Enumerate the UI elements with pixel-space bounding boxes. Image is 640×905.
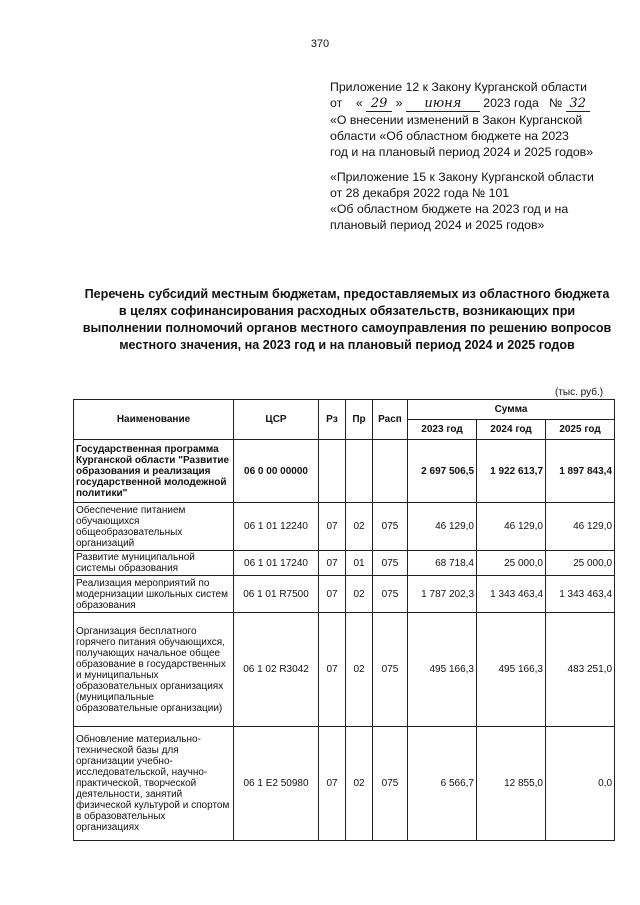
appendix-original-line3: «Об областном бюджете на 2023 год и на — [330, 202, 569, 216]
row-rasp: 075 — [373, 503, 408, 551]
row-2023: 46 129,0 — [408, 503, 477, 551]
row-rz: 07 — [319, 551, 346, 576]
table-row — [74, 727, 615, 841]
row-name: Государственная программа Курганской области "Развитие образования и реализация государственной молодежной политики" — [74, 440, 234, 503]
row-rz: 07 — [319, 727, 346, 841]
row-rasp: 075 — [373, 613, 408, 727]
appendix-original-block — [330, 169, 620, 233]
row-csr: 06 1 01 17240 — [234, 551, 319, 576]
row-rasp: 075 — [373, 551, 408, 576]
row-name: Обеспечение питанием обучающихся общеобразовательных организаций — [74, 503, 234, 551]
row-csr: 06 1 01 12240 — [234, 503, 319, 551]
day-quote-open: « — [355, 96, 363, 110]
row-2025: 483 251,0 — [546, 613, 615, 727]
appendix-amendment-line4: области «Об областном бюджете на 2023 — [330, 129, 569, 143]
row-2025: 1 343 463,4 — [546, 576, 615, 613]
row-rasp: 075 — [373, 727, 408, 841]
handwritten-number: 32 — [566, 97, 590, 112]
row-2025: 25 000,0 — [546, 551, 615, 576]
row-name: Развитие муниципальной системы образования — [74, 551, 234, 576]
row-2023: 1 787 202,3 — [408, 576, 477, 613]
row-2024: 12 855,0 — [477, 727, 546, 841]
table-row — [74, 576, 615, 613]
row-rasp: 075 — [373, 576, 408, 613]
appendix-original-line1: «Приложение 15 к Закону Курганской области — [330, 170, 594, 184]
row-csr: 06 1 01 R7500 — [234, 576, 319, 613]
handwritten-day: 29 — [366, 97, 392, 112]
header-2024: 2024 год — [477, 420, 546, 440]
header-sum: Сумма — [408, 400, 615, 420]
row-csr: 06 1 02 R3042 — [234, 613, 319, 727]
table-row — [74, 551, 615, 576]
row-rasp — [373, 440, 408, 503]
row-2023: 495 166,3 — [408, 613, 477, 727]
appendix-amendment-block — [330, 79, 620, 160]
header-2023: 2023 год — [408, 420, 477, 440]
header-csr: ЦСР — [234, 400, 319, 440]
row-pr — [346, 440, 373, 503]
row-rz: 07 — [319, 576, 346, 613]
number-sign: № — [549, 96, 563, 110]
row-pr: 02 — [346, 576, 373, 613]
row-2023: 68 718,4 — [408, 551, 477, 576]
row-rz — [319, 440, 346, 503]
units-label: (тыс. руб.) — [555, 387, 604, 398]
appendix-amendment-line5: год и на плановый период 2024 и 2025 годов» — [330, 145, 594, 159]
appendix-amendment-line1: Приложение 12 к Закону Курганской области — [330, 80, 588, 94]
row-2023: 2 697 506,5 — [408, 440, 477, 503]
header-pr: Пр — [346, 400, 373, 440]
row-rz: 07 — [319, 613, 346, 727]
row-name: Организация бесплатного горячего питания обучающихся, получающих начальное общее образование в государственных и муниципальных образовательных организациях (муниципальные образовательные организации) — [74, 613, 234, 727]
row-2024: 46 129,0 — [477, 503, 546, 551]
header-rasp: Расп — [373, 400, 408, 440]
year-text: 2023 года — [483, 96, 539, 110]
row-name: Обновление материально-технической базы для организации учебно-исследовательской, научно-практической, творческой деятельности, занятий физической культурой и спортом в образовательных организациях — [74, 727, 234, 841]
header-name: Наименование — [74, 400, 234, 440]
from-prefix: от — [330, 96, 343, 110]
row-2024: 1 922 613,7 — [477, 440, 546, 503]
table-row — [74, 613, 615, 727]
row-2025: 0,0 — [546, 727, 615, 841]
table-row — [74, 440, 615, 503]
row-2024: 495 166,3 — [477, 613, 546, 727]
day-quote-close: » — [395, 96, 403, 110]
row-pr: 02 — [346, 503, 373, 551]
row-2025: 1 897 843,4 — [546, 440, 615, 503]
row-pr: 02 — [346, 727, 373, 841]
appendix-amendment-line3: «О внесении изменений в Закон Курганской — [330, 113, 583, 127]
row-2023: 6 566,7 — [408, 727, 477, 841]
document-title: Перечень субсидий местным бюджетам, предоставляемых из областного бюджета в целях софинансирования расходных обязательств, возникающих при выполнении полномочий органов местного самоуправления по решению вопросов местного значения, на 2023 год и на плановый период 2024 и 2025 годов — [82, 287, 612, 352]
row-csr: 06 0 00 00000 — [234, 440, 319, 503]
header-rz: Рз — [319, 400, 346, 440]
row-2024: 25 000,0 — [477, 551, 546, 576]
appendix-original-line4: плановый период 2024 и 2025 годов» — [330, 218, 545, 232]
row-rz: 07 — [319, 503, 346, 551]
page-number: 370 — [310, 38, 330, 50]
row-name: Реализация мероприятий по модернизации школьных систем образования — [74, 576, 234, 613]
appendix-original-line2: от 28 декабря 2022 года № 101 — [330, 186, 510, 200]
row-pr: 01 — [346, 551, 373, 576]
appendix-amendment-date-line — [330, 95, 620, 112]
row-2024: 1 343 463,4 — [477, 576, 546, 613]
row-2025: 46 129,0 — [546, 503, 615, 551]
table-row — [74, 503, 615, 551]
subsidies-table — [73, 399, 615, 841]
handwritten-month: июня — [406, 97, 480, 112]
header-2025: 2025 год — [546, 420, 615, 440]
row-csr: 06 1 E2 50980 — [234, 727, 319, 841]
row-pr: 02 — [346, 613, 373, 727]
